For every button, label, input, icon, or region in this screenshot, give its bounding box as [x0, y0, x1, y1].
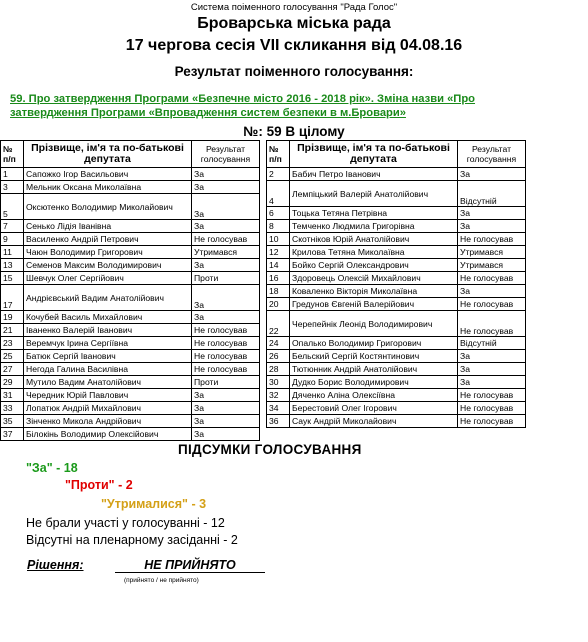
deputy-number: 11	[1, 246, 24, 259]
vote-result: За	[458, 363, 526, 376]
deputy-number: 30	[267, 376, 290, 389]
vote-result: За	[458, 350, 526, 363]
vote-result: За	[192, 220, 260, 233]
decision-hint: (прийнято / не прийнято)	[124, 577, 199, 584]
deputy-number: 19	[1, 311, 24, 324]
deputy-number: 20	[267, 298, 290, 311]
deputy-number: 22	[267, 311, 290, 337]
deputy-number: 2	[267, 168, 290, 181]
deputy-name: Мельник Оксана Миколаївна	[24, 181, 192, 194]
table-row	[1, 246, 260, 259]
table-row	[267, 207, 526, 220]
table-row	[267, 415, 526, 428]
table-row	[1, 389, 260, 402]
deputy-name: Дудко Борис Володимирович	[290, 376, 458, 389]
vote-number: №: 59 В цілому	[243, 124, 345, 139]
vote-result: Утримався	[458, 246, 526, 259]
vote-result: Не голосував	[458, 389, 526, 402]
vote-result: За	[458, 376, 526, 389]
vote-result: Не голосував	[192, 337, 260, 350]
table-row	[267, 220, 526, 233]
deputy-name: Дяченко Аліна Олексіївна	[290, 389, 458, 402]
vote-result: Не голосував	[458, 298, 526, 311]
vote-result: За	[192, 428, 260, 441]
table-row	[267, 311, 526, 337]
deputy-name: Берестовий Олег Ігорович	[290, 402, 458, 415]
deputy-name: Здоровець Олексій Михайлович	[290, 272, 458, 285]
deputy-name: Зінченко Микола Андрійович	[24, 415, 192, 428]
vote-result: Не голосував	[458, 272, 526, 285]
table-row	[267, 298, 526, 311]
summary-not-voted: Не брали участі у голосуванні - 12	[26, 516, 225, 530]
deputy-name: Бабич Петро Іванович	[290, 168, 458, 181]
table-row	[1, 324, 260, 337]
deputy-number: 33	[1, 402, 24, 415]
deputy-name: Сапожко Ігор Васильович	[24, 168, 192, 181]
summary-title: ПІДСУМКИ ГОЛОСУВАННЯ	[178, 442, 362, 457]
table-row	[1, 233, 260, 246]
table-row	[1, 337, 260, 350]
deputy-number: 27	[1, 363, 24, 376]
deputy-name: Тоцька Тетяна Петрівна	[290, 207, 458, 220]
table-row	[1, 220, 260, 233]
table-row	[267, 246, 526, 259]
col-no-header: № п/п	[267, 141, 290, 168]
votes-table-right	[266, 140, 526, 428]
deputy-name: Семенов Максим Володимирович	[24, 259, 192, 272]
system-name: Система поіменного голосування "Рада Голос"	[190, 2, 398, 13]
vote-result: За	[192, 181, 260, 194]
vote-result: Відсутній	[458, 337, 526, 350]
table-header-row	[1, 141, 260, 168]
deputy-number: 5	[1, 194, 24, 220]
deputy-name: Іваненко Валерій Іванович	[24, 324, 192, 337]
vote-result: Утримався	[458, 259, 526, 272]
table-row	[267, 363, 526, 376]
table-row	[267, 259, 526, 272]
vote-result: Не голосував	[458, 233, 526, 246]
vote-result: Не голосував	[192, 363, 260, 376]
deputy-number: 7	[1, 220, 24, 233]
table-row	[1, 259, 260, 272]
deputy-name: Лемпіцький Валерій Анатолійович	[290, 181, 458, 207]
deputy-number: 16	[267, 272, 290, 285]
decision-value: НЕ ПРИЙНЯТО	[115, 558, 265, 573]
vote-result: Проти	[192, 376, 260, 389]
deputy-number: 18	[267, 285, 290, 298]
vote-result: За	[458, 207, 526, 220]
decision-label: Рішення:	[27, 558, 84, 572]
session-title: 17 чергова сесія VІІ скликання від 04.08.16	[125, 37, 463, 54]
deputy-number: 4	[267, 181, 290, 207]
vote-result: За	[192, 194, 260, 220]
deputy-number: 6	[267, 207, 290, 220]
deputy-number: 25	[1, 350, 24, 363]
deputy-number: 26	[267, 350, 290, 363]
deputy-number: 8	[267, 220, 290, 233]
deputy-number: 37	[1, 428, 24, 441]
table-row	[1, 363, 260, 376]
deputy-number: 9	[1, 233, 24, 246]
deputy-number: 23	[1, 337, 24, 350]
table-row	[1, 402, 260, 415]
table-row	[1, 194, 260, 220]
table-row	[267, 181, 526, 207]
deputy-number: 14	[267, 259, 290, 272]
deputy-name: Білокінь Володимир Олексійович	[24, 428, 192, 441]
deputy-name: Бельский Сергій Костянтинович	[290, 350, 458, 363]
vote-result: Не голосував	[458, 311, 526, 337]
deputy-name: Негода Галина Василівна	[24, 363, 192, 376]
vote-result: Не голосував	[192, 233, 260, 246]
table-row	[1, 272, 260, 285]
table-row	[267, 337, 526, 350]
table-row	[267, 168, 526, 181]
vote-result: За	[192, 285, 260, 311]
deputy-name: Коваленко Вікторія Миколаївна	[290, 285, 458, 298]
table-row	[267, 285, 526, 298]
deputy-name: Сенько Лідія Іванівна	[24, 220, 192, 233]
deputy-number: 12	[267, 246, 290, 259]
vote-result: Не голосував	[192, 324, 260, 337]
col-name-header: Прізвище, ім'я та по-батькові депутата	[290, 141, 458, 168]
deputy-number: 34	[267, 402, 290, 415]
deputy-name: Темченко Людмила Григорівна	[290, 220, 458, 233]
table-row	[1, 181, 260, 194]
deputy-name: Веремчук Ірина Сергіївна	[24, 337, 192, 350]
table-row	[1, 350, 260, 363]
deputy-number: 32	[267, 389, 290, 402]
deputy-number: 21	[1, 324, 24, 337]
deputy-number: 3	[1, 181, 24, 194]
vote-result: За	[458, 285, 526, 298]
deputy-number: 36	[267, 415, 290, 428]
deputy-number: 13	[1, 259, 24, 272]
deputy-name: Крилова Тетяна Миколаївна	[290, 246, 458, 259]
result-title: Результат поіменного голосування:	[174, 64, 414, 79]
vote-result: За	[192, 259, 260, 272]
deputy-number: 15	[1, 272, 24, 285]
table-row	[267, 350, 526, 363]
deputy-name: Мутило Вадим Анатолійович	[24, 376, 192, 389]
table-row	[267, 272, 526, 285]
deputy-name: Кочубей Василь Михайлович	[24, 311, 192, 324]
deputy-number: 35	[1, 415, 24, 428]
deputy-number: 17	[1, 285, 24, 311]
table-row	[267, 402, 526, 415]
summary-proty: "Проти" - 2	[65, 478, 133, 492]
deputy-name: Чередник Юрій Павлович	[24, 389, 192, 402]
vote-result: Відсутній	[458, 181, 526, 207]
deputy-name: Лопатюк Андрій Михайлович	[24, 402, 192, 415]
table-row	[267, 376, 526, 389]
deputy-name: Василенко Андрій Петрович	[24, 233, 192, 246]
summary-za: "За" - 18	[26, 461, 78, 475]
summary-absent: Відсутні на пленарному засіданні - 2	[26, 533, 238, 547]
col-result-header: Результат голосування	[458, 141, 526, 168]
col-no-header: № п/п	[1, 141, 24, 168]
deputy-number: 31	[1, 389, 24, 402]
deputy-name: Андрієвський Вадим Анатолійович	[24, 285, 192, 311]
vote-result: За	[192, 168, 260, 181]
vote-result: Утримався	[192, 246, 260, 259]
deputy-number: 10	[267, 233, 290, 246]
deputy-name: Опалько Володимир Григорович	[290, 337, 458, 350]
vote-result: За	[192, 402, 260, 415]
deputy-name: Гредунов Євгеній Валерійович	[290, 298, 458, 311]
table-row	[1, 311, 260, 324]
deputy-number: 28	[267, 363, 290, 376]
table-row	[1, 285, 260, 311]
vote-result: За	[192, 415, 260, 428]
table-row	[267, 233, 526, 246]
deputy-number: 1	[1, 168, 24, 181]
deputy-name: Тютюнник Андрій Анатолійович	[290, 363, 458, 376]
table-row	[267, 389, 526, 402]
table-row	[1, 415, 260, 428]
deputy-name: Бойко Сергій Олександрович	[290, 259, 458, 272]
vote-result: За	[192, 311, 260, 324]
deputy-number: 24	[267, 337, 290, 350]
vote-result: За	[192, 389, 260, 402]
table-row	[1, 428, 260, 441]
vote-result: Проти	[192, 272, 260, 285]
deputy-name: Чаюн Володимир Григорович	[24, 246, 192, 259]
col-result-header: Результат голосування	[192, 141, 260, 168]
table-header-row	[267, 141, 526, 168]
deputy-name: Батюк Сергій Іванович	[24, 350, 192, 363]
vote-result: Не голосував	[458, 415, 526, 428]
deputy-name: Оксютенко Володимир Миколайович	[24, 194, 192, 220]
vote-result: Не голосував	[192, 350, 260, 363]
agenda-item: 59. Про затвердження Програми «Безпечне місто 2016 - 2018 рік». Зміна назви «Про затвердження Програми «Впровадження систем безпеки в м.Бровари»	[10, 93, 476, 119]
votes-table-left	[0, 140, 260, 441]
deputy-name: Саук Андрій Миколайович	[290, 415, 458, 428]
vote-result: За	[458, 168, 526, 181]
vote-result: За	[458, 220, 526, 233]
deputy-name: Черепейнік Леонід Володимирович	[290, 311, 458, 337]
vote-result: Не голосував	[458, 402, 526, 415]
deputy-number: 29	[1, 376, 24, 389]
summary-utrymalysia: "Утрималися" - 3	[101, 497, 207, 511]
table-row	[1, 376, 260, 389]
table-row	[1, 168, 260, 181]
deputy-name: Шевчук Олег Сергійович	[24, 272, 192, 285]
col-name-header: Прізвище, ім'я та по-батькові депутата	[24, 141, 192, 168]
council-title: Броварська міська рада	[197, 15, 391, 32]
deputy-name: Скотніков Юрій Анатолійович	[290, 233, 458, 246]
